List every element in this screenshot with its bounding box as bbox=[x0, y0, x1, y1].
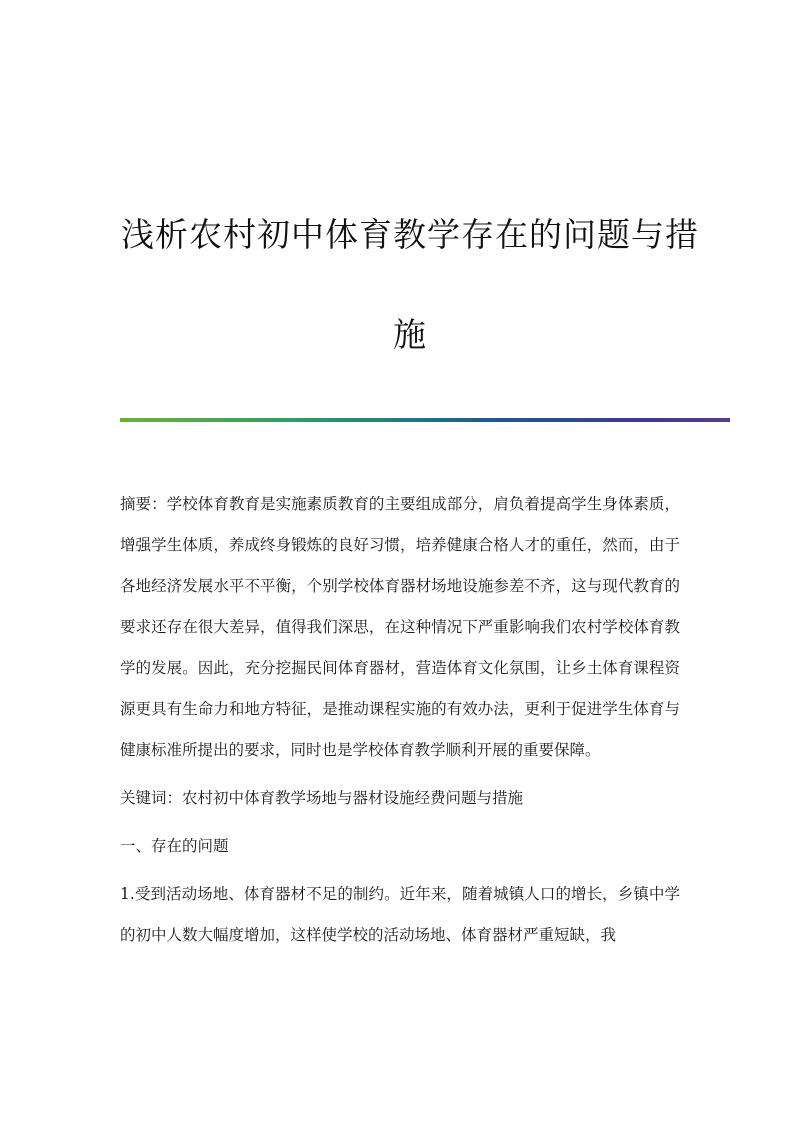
document-title: 浅析农村初中体育教学存在的问题与措施 bbox=[121, 215, 699, 354]
document-body bbox=[120, 484, 680, 963]
section-heading: 一、存在的问题 bbox=[120, 837, 229, 855]
abstract-paragraph: 摘要：学校体育教育是实施素质教育的主要组成部分，肩负着提高学生身体素质，增强学生体质，养成终身锻炼的良好习惯，培养健康合格人才的重任，然而，由于各地经济发展水平不平衡，个别学校体育器材场地设施参差不齐，这与现代教育的要求还存在很大差异，值得我们深思，在这种情况下严重影响我们农村学校体育教学的发展。因此，充分挖掘民间体育器材，营造体育文化氛围，让乡土体育课程资源更具有生命力和地方特征，是推动课程实施的有效办法，更利于促进学生体育与健康标准所提出的要求，同时也是学校体育教学顺利开展的重要保障。 bbox=[120, 495, 680, 759]
title-divider bbox=[120, 418, 730, 422]
keywords-line: 关键词：农村初中体育教学场地与器材设施经费问题与措施 bbox=[120, 789, 524, 807]
body-paragraph: 1.受到活动场地、体育器材不足的制约。近年来，随着城镇人口的增长，乡镇中学的初中人数大幅度增加，这样使学校的活动场地、体育器材严重短缺，我 bbox=[120, 885, 680, 944]
